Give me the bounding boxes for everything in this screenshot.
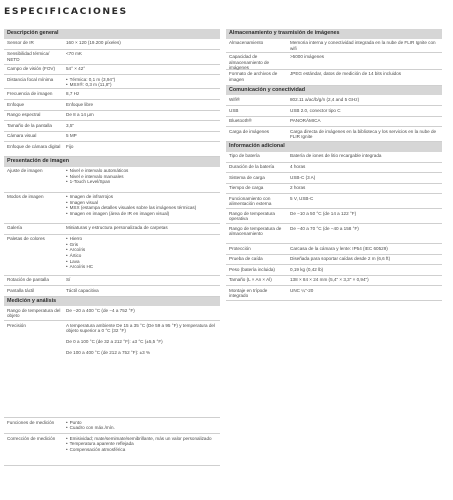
spec-row (4, 167, 220, 193)
spec-value (64, 235, 220, 275)
spec-label: Distancia focal mínima (7, 76, 54, 82)
spec-label: Almacenamiento (229, 40, 264, 46)
left-spec-column (4, 29, 220, 466)
spec-row (226, 244, 442, 255)
spec-bullet: • Imagen de infrarrojos (66, 194, 218, 200)
spec-value (64, 142, 220, 156)
spec-value-text: A temperatura ambiente De 15 a 35 °C (De 59 a 95 °F) y temperatura del objeto superior a 0 °C (32 °F) (66, 322, 215, 334)
spec-label: Modos de imagen (7, 194, 44, 200)
spec-value-text: USB-C (3 A) (290, 174, 316, 180)
spec-value (288, 255, 442, 265)
spec-label: Wifi® (229, 96, 241, 102)
spec-value-text: De 8 a 14 µm (66, 112, 94, 118)
spec-row (4, 306, 220, 321)
spec-label: Enfoque (7, 101, 25, 107)
spec-label: Duración de la batería (229, 164, 275, 170)
spec-value-text: Batería de iones de litio recargable integrada (290, 153, 382, 159)
spec-value-text: >5000 imágenes (290, 54, 325, 60)
spec-row (4, 111, 220, 122)
spec-label: Sensibilidad térmica/ NETD (7, 51, 50, 62)
spec-value-text: 2 horas (290, 185, 306, 191)
spec-row (226, 117, 442, 128)
spec-row (4, 39, 220, 50)
right-spec-column (226, 29, 442, 301)
spec-label: Rango de temperatura operativa (229, 210, 275, 222)
spec-value (64, 193, 220, 223)
spec-row (226, 224, 442, 244)
spec-row (4, 276, 220, 287)
spec-row (4, 142, 220, 157)
spec-row (4, 224, 220, 235)
spec-bullet: • Nivel e intervalo automáticos (66, 168, 218, 174)
spec-value-text: 4 horas (290, 164, 306, 170)
spec-label: Rango espectral (7, 112, 41, 118)
spec-value (64, 276, 220, 286)
spec-value-text: De 0 a 100 °C (de 32 a 212 °F): ±3 °C (±5,5 °F) (66, 338, 163, 344)
spec-bullet: • Compensación atmosférica (66, 447, 218, 453)
section-heading-medicion-y-analisis: Medición y análisis (4, 297, 220, 307)
spec-label: Formato de archivos de imagen (229, 71, 278, 82)
spec-label: Protección (229, 245, 251, 251)
spec-label: Sensor de IR (7, 40, 34, 46)
spec-value (64, 306, 220, 320)
spec-value (64, 132, 220, 142)
spec-label: Galería (7, 225, 23, 231)
spec-label: Capacidad de almacenamiento de imágenes (229, 54, 270, 71)
spec-value-text: 138 × 84 × 24 mm (5,4" × 3,3" × 0,94") (290, 277, 369, 283)
spec-value-text: Táctil capacitiva (66, 287, 99, 293)
spec-value-text: 8,7 Hz (66, 90, 80, 96)
spec-row (4, 100, 220, 111)
spec-value (288, 117, 442, 127)
spec-value-text: Carcasa de la cámara y lente: IP54 (IEC 60529) (290, 245, 388, 251)
spec-row (4, 132, 220, 143)
spec-label: Rotación de pantalla (7, 277, 49, 283)
spec-value (288, 127, 442, 141)
spec-row (4, 235, 220, 276)
spec-label: Montaje en trípode integrado (229, 287, 268, 299)
spec-label: Prueba de caída (229, 256, 263, 262)
spec-bullet: • Imagen visual (66, 200, 218, 206)
spec-bullet: • Emisividad; mate/semimate/semibrillante, más un valor personalizado (66, 436, 218, 442)
spec-label: Paletas de colores (7, 236, 45, 242)
spec-row (226, 265, 442, 276)
spec-label: Funcionamiento con alimentación externa (229, 195, 272, 207)
spec-row (4, 121, 220, 132)
spec-value-text: Miniaturas y estructura personalizada de carpetas (66, 225, 168, 231)
spec-value (64, 111, 220, 121)
spec-row (4, 65, 220, 76)
spec-value-text: De 100 a 400 °C (de 212 a 752 °F): ±3 % (66, 349, 151, 355)
spec-row (4, 75, 220, 89)
spec-value (288, 39, 442, 52)
spec-row (4, 434, 220, 466)
spec-value-text: 802.11 a/ac/b/g/n (2,4 and 5 GHz) (290, 96, 360, 102)
spec-row (4, 321, 220, 418)
section-heading-descripcion-general: Descripción general (4, 29, 220, 39)
spec-value (64, 50, 220, 64)
page-title: ESPECIFICACIONES (4, 6, 128, 17)
spec-bullet: • Nivel e intervalo manuales (66, 174, 218, 180)
spec-value-text: UNC ¼"-20 (290, 287, 314, 293)
spec-value-text: 5 MP (66, 133, 77, 139)
spec-value (288, 70, 442, 85)
spec-value (64, 434, 220, 465)
spec-row (4, 286, 220, 297)
spec-label: Pantalla táctil (7, 287, 35, 293)
spec-value (288, 265, 442, 275)
spec-row (4, 193, 220, 224)
spec-value (288, 244, 442, 254)
spec-value-text: USB 2.0, conector tipo C (290, 107, 341, 113)
spec-value-text: Diseñada para soportar caídas desde 2 m (6,6 ft) (290, 256, 391, 262)
spec-label: Cámara visual (7, 133, 37, 139)
spec-label: Frecuencia de imagen (7, 90, 53, 96)
spec-bullet: • Arcoíris (66, 247, 218, 253)
spec-value-text: Fijo (66, 143, 74, 149)
spec-row (226, 173, 442, 184)
section-heading-informacion-adicional: Información adicional (226, 142, 442, 152)
spec-value-text: De −40 a 70 °C (de −40 a 158 °F) (290, 225, 359, 231)
spec-value (288, 276, 442, 286)
spec-bullet: • MSX®: 0,3 m (11,8") (66, 82, 218, 88)
spec-label: Bluetooth® (229, 118, 252, 124)
spec-bullet: • MSX (estampa detalles visuales sobre las imágenes térmicas) (66, 205, 218, 211)
spec-value (288, 163, 442, 173)
spec-value (64, 89, 220, 99)
spec-label: USB (229, 107, 239, 113)
spec-row (226, 152, 442, 163)
spec-value-text: Enfoque libre (66, 101, 94, 107)
spec-label: Peso (batería incluida) (229, 266, 275, 272)
spec-label: Rango de temperatura de almacenamiento (229, 225, 282, 237)
spec-value (288, 184, 442, 194)
spec-bullet: • Punto (66, 420, 218, 426)
spec-row (226, 53, 442, 70)
spec-value (64, 286, 220, 296)
spec-value (64, 167, 220, 192)
spec-value (64, 39, 220, 49)
section-heading-presentacion-de-imagen: Presentación de imagen (4, 157, 220, 167)
spec-row (226, 127, 442, 142)
spec-value (288, 53, 442, 69)
spec-value (288, 106, 442, 116)
spec-bullet: • Hierro (66, 236, 218, 242)
spec-value (288, 95, 442, 105)
spec-row (226, 106, 442, 117)
spec-bullet: • Cuadro con máx./mín. (66, 425, 218, 431)
spec-value (288, 194, 442, 208)
spec-value-text: De −20 a 400 °C (de −4 a 752 °F) (66, 307, 135, 313)
section-heading-comunicacion-y-conectividad: Comunicación y conectividad (226, 86, 442, 96)
spec-value-text: 0,19 kg (0,42 lb) (290, 266, 324, 272)
spec-row (226, 184, 442, 195)
spec-row (4, 50, 220, 65)
spec-label: Ajuste de imagen (7, 168, 43, 174)
spec-label: Corrección de medición (7, 435, 56, 441)
spec-row (226, 255, 442, 266)
spec-value (288, 224, 442, 243)
spec-label: Carga de imágenes (229, 128, 270, 134)
spec-value-text: 160 × 120 (19.200 píxeles) (66, 40, 121, 46)
spec-row (226, 163, 442, 174)
spec-row (226, 286, 442, 301)
spec-value-text: Carga directa de imágenes en la biblioteca y los servicios en la nube de FLIR Ignite (290, 128, 437, 140)
spec-value-text: 3,5" (66, 122, 75, 128)
spec-value-text: <70 mK (66, 51, 82, 57)
spec-label: Tamaño de la pantalla (7, 122, 52, 128)
spec-label: Precisión (7, 322, 26, 328)
spec-value-text: 5 V, USB-C (290, 195, 314, 201)
spec-value (64, 321, 220, 417)
spec-value (64, 65, 220, 75)
spec-value (288, 152, 442, 162)
spec-value-text: Memoria interna y conectividad integrada en la nube de FLIR Ignite con wifi (290, 40, 436, 51)
spec-bullet: • Temperatura aparente reflejada (66, 441, 218, 447)
spec-row (226, 276, 442, 287)
spec-value (64, 418, 220, 433)
spec-row (4, 89, 220, 100)
spec-label: Campo de visión (FOV) (7, 66, 55, 72)
spec-label: Tamaño (L × An × Al) (229, 277, 272, 283)
spec-row (226, 209, 442, 224)
spec-value (64, 121, 220, 131)
spec-bullet: • Arcoíris HC (66, 264, 218, 270)
spec-value (64, 100, 220, 110)
spec-value (288, 209, 442, 223)
spec-value (64, 224, 220, 234)
spec-label: Sistema de carga (229, 174, 265, 180)
spec-value (288, 173, 442, 183)
spec-bullet: • Térmica: 0,1 m (3,94") (66, 77, 218, 83)
spec-bullet: • Ártico (66, 253, 218, 259)
spec-value (64, 75, 220, 88)
spec-label: Tipo de batería (229, 153, 260, 159)
spec-value-text: 54° × 42° (66, 66, 86, 72)
spec-value (288, 286, 442, 300)
spec-value-text: PANORÁMICA (290, 118, 321, 124)
spec-value-text: JPEG estándar, datos de medición de 14 bits incluidos (290, 71, 402, 77)
spec-row (4, 418, 220, 434)
spec-label: Rango de temperatura del objeto (7, 307, 61, 319)
spec-row (226, 39, 442, 53)
spec-label: Funciones de medición (7, 419, 55, 425)
spec-bullet: • Imagen en imagen (área de IR en imagen visual) (66, 211, 218, 217)
spec-value-text: De −10 a 50 °C (de 14 a 122 °F) (290, 210, 357, 216)
spec-label: Tiempo de carga (229, 185, 264, 191)
spec-label: Enfoque de cámara digital (7, 143, 61, 149)
spec-bullet: • Gris (66, 242, 218, 248)
spec-row (226, 95, 442, 106)
spec-bullet: • 1-Touch Level/Span (66, 179, 218, 185)
spec-value-text: Sí (66, 277, 71, 283)
spec-row (226, 194, 442, 209)
spec-row (226, 70, 442, 86)
spec-bullet: • Lava (66, 259, 218, 265)
section-heading-almacenamiento-y-trasmision-de-imagenes: Almacenamiento y trasmisión de imágenes (226, 29, 442, 39)
